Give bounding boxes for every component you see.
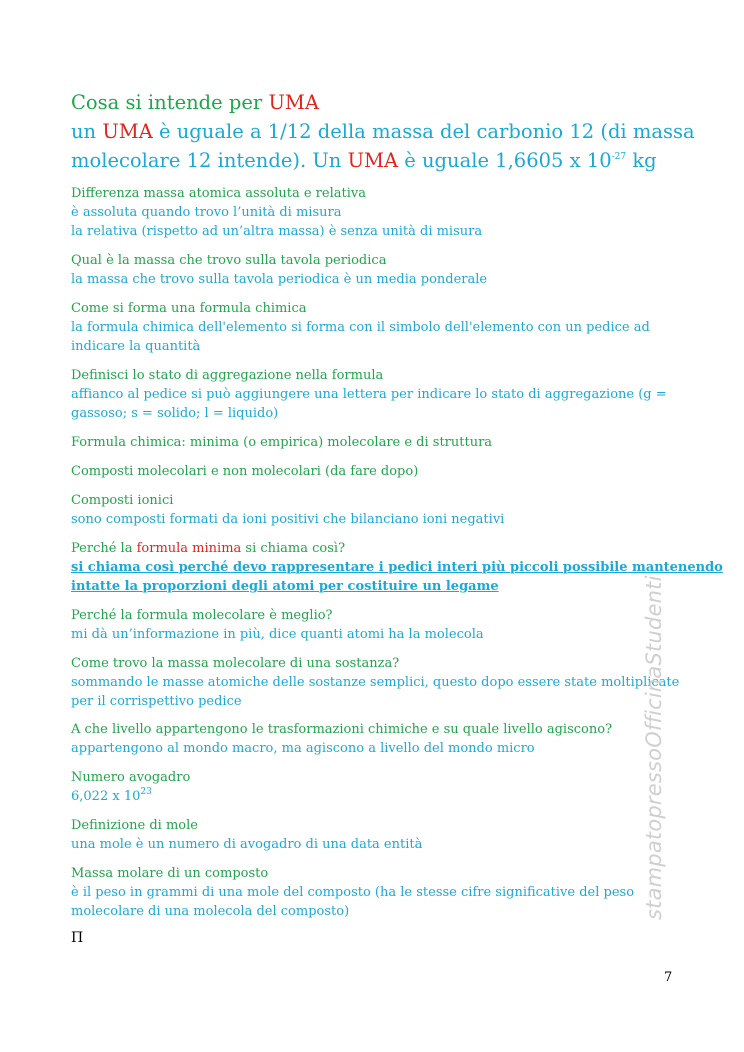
heading-line-2: un UMA è uguale a 1/12 della massa del carbonio 12 (di massa: [71, 120, 695, 143]
answer: mi dà un’informazione in più, dice quanti atomi ha la molecola: [71, 627, 484, 642]
answer: sono composti formati da ioni positivi che bilanciano ioni negativi: [71, 512, 505, 527]
answer: affianco al pedice si può aggiungere una lettera per indicare lo stato di aggregazione (g =: [71, 387, 667, 402]
pi-symbol: Π: [71, 930, 84, 946]
question: Composti molecolari e non molecolari (da fare dopo): [71, 464, 419, 479]
answer: la formula chimica dell'elemento si forma con il simbolo dell'elemento con un pedice ad: [71, 320, 650, 335]
page-number: 7: [664, 970, 673, 985]
answer-underlined: si chiama così perché devo rappresentare i pedici interi più piccoli possibile mantenendo: [71, 560, 723, 575]
qa-item: [71, 816, 671, 854]
question: Come trovo la massa molecolare di una sostanza?: [71, 656, 400, 671]
watermark: stampatopressoOfficinaStudenti: [642, 575, 666, 920]
qa-item-avogadro: [71, 768, 671, 806]
answer: gassoso; s = solido; l = liquido): [71, 406, 279, 421]
question: Composti ionici: [71, 493, 174, 508]
answer: è assoluta quando trovo l’unità di misura: [71, 205, 342, 220]
qa-item: [71, 654, 680, 711]
answer: appartengono al mondo macro, ma agiscono a livello del mondo micro: [71, 741, 535, 756]
question: Qual è la massa che trovo sulla tavola periodica: [71, 253, 387, 268]
answer: la relativa (rispetto ad un’altra massa) è senza unità di misura: [71, 224, 483, 239]
uma-highlight: UMA: [102, 120, 153, 143]
heading-text: Cosa si intende per: [71, 91, 269, 114]
qa-item: [71, 299, 671, 356]
answer: la massa che trovo sulla tavola periodica è un media ponderale: [71, 272, 488, 287]
qa-item: [71, 184, 671, 241]
question: Perché la formula minima si chiama così?: [71, 541, 346, 556]
heading-line-3: molecolare 12 intende). Un UMA è uguale 1,6605 x $10^{-27}$ kg: [71, 149, 657, 172]
question: Definisci lo stato di aggregazione nella formula: [71, 368, 384, 383]
qa-item: [71, 251, 671, 289]
answer: molecolare di una molecola del composto): [71, 904, 350, 919]
answer: 6,022 x $10^{23}$: [71, 786, 152, 804]
qa-item: [71, 366, 671, 423]
question: Numero avogadro: [71, 770, 191, 785]
answer: indicare la quantità: [71, 339, 201, 354]
question: Come si forma una formula chimica: [71, 301, 307, 316]
answer: è il peso in grammi di una mole del composto (ha le stesse cifre significative del peso: [71, 885, 635, 900]
qa-item: [71, 433, 671, 452]
formula-minima-highlight: formula minima: [136, 541, 242, 556]
qa-item: [71, 606, 671, 644]
qa-item: [71, 720, 671, 758]
answer-underlined: intatte la proporzioni degli atomi per costituire un legame: [71, 579, 499, 594]
question: Differenza massa atomica assoluta e relativa: [71, 186, 366, 201]
heading-line-1: [71, 88, 319, 117]
question: Perché la formula molecolare è meglio?: [71, 608, 333, 623]
question: Massa molare di un composto: [71, 866, 269, 881]
qa-item: [71, 864, 671, 921]
qa-item: [71, 462, 671, 481]
qa-item-formula-minima: [71, 539, 723, 596]
question: Formula chimica: minima (o empirica) molecolare e di struttura: [71, 435, 493, 450]
answer: sommando le masse atomiche delle sostanze semplici, questo dopo essere state moltiplicate: [71, 675, 680, 690]
uma-highlight: UMA: [347, 149, 399, 172]
question: A che livello appartengono le trasformazioni chimiche e su quale livello agiscono?: [71, 722, 613, 737]
qa-item: [71, 491, 671, 529]
answer: per il corrispettivo pedice: [71, 694, 242, 709]
answer: una mole è un numero di avogadro di una data entità: [71, 837, 423, 852]
uma-highlight: UMA: [268, 91, 319, 114]
question: Definizione di mole: [71, 818, 198, 833]
